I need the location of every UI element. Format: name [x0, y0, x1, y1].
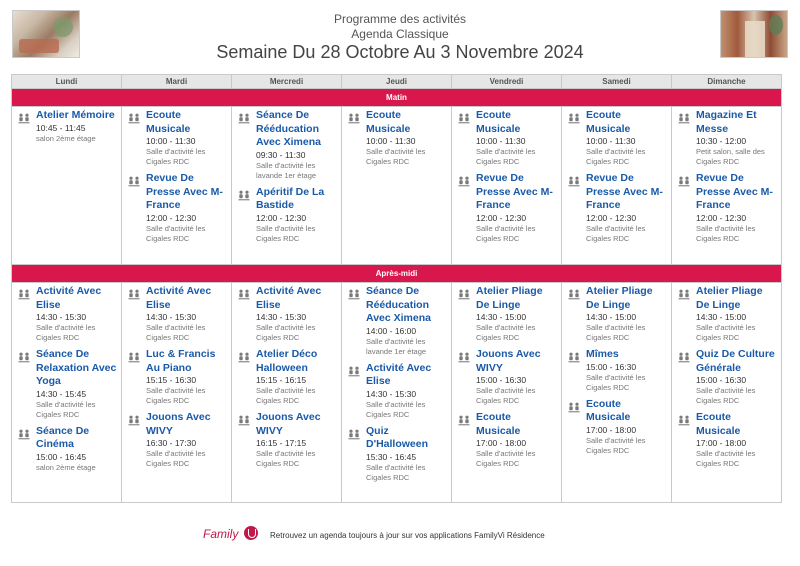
- people-group-icon: [458, 287, 470, 298]
- afternoon-section-row: [12, 265, 782, 283]
- activity-time: 09:30 - 11:30: [256, 149, 306, 160]
- activity-item: [562, 107, 671, 167]
- morning-cell-sunday: [672, 107, 782, 265]
- activity-location: Salle d'activité les Cigales RDC: [36, 323, 96, 342]
- people-group-icon: [678, 174, 690, 185]
- familyvi-logo-text: Family: [203, 527, 239, 541]
- activity-title: Revue De Presse Avec M-France: [476, 172, 553, 211]
- activity-location: Salle d'activité les Cigales RDC: [256, 223, 316, 243]
- day-header-tuesday: Mardi: [122, 75, 232, 89]
- activity-location: salon 2ème étage: [36, 462, 96, 472]
- activity-item: [342, 423, 451, 483]
- activity-location: Salle d'activité les Cigales RDC: [696, 449, 756, 468]
- people-group-icon: [348, 427, 360, 438]
- activity-time: 16:30 - 17:30: [146, 438, 197, 448]
- activity-location: Salle d'activité les lavande 1er étage: [366, 336, 427, 356]
- activity-time: 14:30 - 15:00: [696, 312, 747, 322]
- activity-title: Jouons Avec WIVY: [476, 348, 541, 374]
- activity-time: 16:15 - 17:15: [256, 438, 307, 448]
- activity-location: Salle d'activité les Cigales RDC: [586, 372, 646, 392]
- activity-location: Salle d'activité les Cigales RDC: [146, 223, 206, 243]
- day-header-friday: Vendredi: [452, 75, 562, 89]
- afternoon-cell-wednesday: [232, 283, 342, 503]
- morning-cell-wednesday: [232, 107, 342, 265]
- people-group-icon: [238, 413, 250, 424]
- people-group-icon: [128, 174, 140, 185]
- morning-cell-monday: [12, 107, 122, 265]
- activity-title: Ecoute Musicale: [586, 397, 631, 423]
- day-header-row: [12, 75, 782, 89]
- activity-time: 15:00 - 16:30: [476, 375, 527, 385]
- activity-title: Activité Avec Elise: [146, 285, 212, 311]
- agenda-type-label: Agenda Classique: [351, 27, 449, 41]
- people-group-icon: [568, 287, 580, 298]
- activity-title: Atelier Déco Halloween: [256, 348, 318, 374]
- activity-title: Jouons Avec WIVY: [256, 411, 321, 437]
- activity-item: [672, 170, 781, 244]
- people-group-icon: [128, 350, 140, 361]
- activity-title: Séance De Cinéma: [36, 424, 90, 450]
- activity-title: Activité Avec Elise: [256, 285, 322, 311]
- activity-time: 10:45 - 11:45: [36, 122, 86, 133]
- activity-time: 17:00 - 18:00: [476, 438, 527, 448]
- people-group-icon: [18, 350, 30, 361]
- activity-time: 10:00 - 11:30: [476, 136, 526, 146]
- activity-title: Quiz D'Halloween: [366, 424, 429, 450]
- activity-location: Salle d'activité les Cigales RDC: [476, 386, 536, 405]
- activity-location: Salle d'activité les Cigales RDC: [476, 323, 536, 342]
- people-group-icon: [678, 111, 690, 122]
- afternoon-cell-thursday: [342, 283, 452, 503]
- activity-time: 17:00 - 18:00: [586, 424, 637, 435]
- activity-item: [452, 409, 561, 469]
- activity-time: 15:15 - 16:30: [146, 375, 197, 385]
- activity-time: 14:30 - 15:45: [36, 388, 87, 399]
- people-group-icon: [238, 287, 250, 298]
- activity-title: Ecoute Musicale: [476, 411, 521, 437]
- activity-title: Ecoute Musicale: [586, 109, 631, 135]
- activity-title: Revue De Presse Avec M-France: [696, 172, 773, 211]
- day-header-thursday: Jeudi: [342, 75, 452, 89]
- activity-location: Salle d'activité les Cigales RDC: [256, 449, 316, 468]
- weekly-schedule-table: [11, 74, 782, 503]
- activity-location: Salle d'activité les Cigales RDC: [696, 323, 756, 342]
- activity-item: [12, 346, 121, 420]
- activity-item: [562, 396, 671, 456]
- activity-time: 14:00 - 16:00: [366, 325, 417, 336]
- afternoon-cell-sunday: [672, 283, 782, 503]
- activity-item: [122, 346, 231, 406]
- activity-item: [342, 107, 451, 167]
- page-title: Semaine Du 28 Octobre Au 3 Novembre 2024: [216, 42, 584, 62]
- activity-item: [12, 107, 121, 144]
- activity-location: Salle d'activité les Cigales RDC: [366, 147, 426, 166]
- activity-item: [232, 107, 341, 181]
- activity-item: [672, 409, 781, 469]
- program-label: Programme des activités: [333, 12, 467, 26]
- activity-location: Salle d'activité les Cigales RDC: [586, 147, 646, 166]
- afternoon-cell-tuesday: [122, 283, 232, 503]
- activity-location: Salle d'activité les Cigales RDC: [476, 147, 536, 166]
- activity-item: [452, 107, 561, 167]
- activity-item: [342, 283, 451, 357]
- day-header-wednesday: Mercredi: [232, 75, 342, 89]
- activity-title: Activité Avec Elise: [36, 285, 102, 311]
- activity-title: Jouons Avec WIVY: [146, 411, 211, 437]
- morning-activities-row: [12, 107, 782, 265]
- activity-time: 12:00 - 12:30: [696, 212, 747, 223]
- footer-text: Retrouvez un agenda toujours à jour sur vos applications FamilyVi Résidence: [270, 531, 545, 540]
- people-group-icon: [458, 111, 470, 122]
- activity-location: Petit salon, salle des Cigales RDC: [696, 147, 765, 166]
- people-group-icon: [128, 287, 140, 298]
- activity-time: 17:00 - 18:00: [696, 438, 747, 448]
- activity-item: [122, 409, 231, 469]
- people-group-icon: [348, 111, 360, 122]
- activity-title: Mîmes: [586, 348, 619, 360]
- activity-time: 12:00 - 12:30: [256, 212, 307, 223]
- activity-time: 12:00 - 12:30: [586, 212, 637, 223]
- activity-time: 14:30 - 15:30: [256, 312, 307, 322]
- people-group-icon: [18, 287, 30, 298]
- activity-location: Salle d'activité les Cigales RDC: [256, 323, 316, 342]
- people-group-icon: [458, 350, 470, 361]
- activity-title: Atelier Pliage De Linge: [586, 285, 653, 311]
- day-header-saturday: Samedi: [562, 75, 672, 89]
- activity-title: Revue De Presse Avec M-France: [586, 172, 663, 211]
- activity-time: 12:00 - 12:30: [146, 212, 197, 223]
- people-group-icon: [678, 287, 690, 298]
- afternoon-cell-monday: [12, 283, 122, 503]
- activity-location: Salle d'activité les Cigales RDC: [146, 147, 206, 166]
- activity-location: Salle d'activité les Cigales RDC: [366, 399, 426, 419]
- afternoon-activities-row: [12, 283, 782, 503]
- people-group-icon: [458, 413, 470, 424]
- activity-location: Salle d'activité les lavande 1er étage: [256, 160, 317, 180]
- heart-logo-icon: [244, 526, 258, 540]
- afternoon-cell-friday: [452, 283, 562, 503]
- activity-item: [122, 107, 231, 167]
- activity-title: Magazine Et Messe: [696, 109, 757, 135]
- activity-item: [342, 360, 451, 420]
- activity-location: Salle d'activité les Cigales RDC: [146, 323, 206, 342]
- activity-item: [672, 107, 781, 167]
- morning-cell-thursday: [342, 107, 452, 265]
- activity-time: 14:30 - 15:00: [586, 312, 637, 322]
- activity-title: Séance De Rééducation Avec Ximena: [366, 285, 431, 324]
- activity-title: Revue De Presse Avec M-France: [146, 172, 223, 211]
- people-group-icon: [568, 350, 580, 361]
- activity-time: 14:30 - 15:30: [366, 388, 417, 399]
- activity-item: [232, 283, 341, 343]
- activity-location: Salle d'activité les Cigales RDC: [586, 435, 646, 455]
- people-group-icon: [348, 287, 360, 298]
- activity-location: Salle d'activité les Cigales RDC: [366, 462, 426, 482]
- activity-title: Quiz De Culture Générale: [696, 348, 775, 374]
- activity-item: [232, 184, 341, 244]
- activity-item: [562, 346, 671, 393]
- activity-item: [12, 423, 121, 473]
- activity-time: 15:00 - 16:45: [36, 451, 87, 462]
- activity-title: Ecoute Musicale: [476, 109, 521, 135]
- activity-title: Apéritif De La Bastide: [256, 185, 325, 211]
- people-group-icon: [238, 350, 250, 361]
- activity-time: 10:00 - 11:30: [146, 136, 196, 146]
- people-group-icon: [458, 174, 470, 185]
- morning-cell-friday: [452, 107, 562, 265]
- activity-title: Ecoute Musicale: [146, 109, 191, 135]
- people-group-icon: [18, 427, 30, 438]
- activity-time: 14:30 - 15:30: [146, 312, 197, 322]
- activity-item: [672, 346, 781, 406]
- activity-time: 15:30 - 16:45: [366, 451, 417, 462]
- afternoon-section-label: Après-midi: [12, 265, 782, 283]
- activity-title: Atelier Pliage De Linge: [696, 285, 763, 311]
- activity-item: [452, 283, 561, 343]
- activity-location: salon 2ème étage: [36, 133, 96, 143]
- people-group-icon: [128, 413, 140, 424]
- activity-title: Atelier Mémoire: [36, 109, 115, 121]
- morning-cell-tuesday: [122, 107, 232, 265]
- activity-item: [122, 170, 231, 244]
- people-group-icon: [348, 364, 360, 375]
- morning-section-row: [12, 89, 782, 107]
- activity-time: 10:30 - 12:00: [696, 136, 747, 146]
- activity-location: Salle d'activité les Cigales RDC: [696, 386, 756, 405]
- activity-location: Salle d'activité les Cigales RDC: [146, 449, 206, 468]
- activity-item: [452, 346, 561, 406]
- activity-location: Salle d'activité les Cigales RDC: [146, 386, 206, 405]
- activity-time: 10:00 - 11:30: [366, 136, 416, 146]
- activity-item: [562, 170, 671, 244]
- activity-title: Séance De Relaxation Avec Yoga: [36, 348, 117, 387]
- activity-time: 14:30 - 15:30: [36, 312, 87, 322]
- activity-item: [12, 283, 121, 343]
- activity-time: 15:00 - 16:30: [586, 361, 637, 372]
- activity-time: 15:00 - 16:30: [696, 375, 747, 385]
- people-group-icon: [678, 413, 690, 424]
- people-group-icon: [568, 400, 580, 411]
- activity-location: Salle d'activité les Cigales RDC: [586, 223, 646, 243]
- people-group-icon: [568, 111, 580, 122]
- activity-location: Salle d'activité les Cigales RDC: [256, 386, 316, 405]
- afternoon-cell-saturday: [562, 283, 672, 503]
- people-group-icon: [238, 188, 250, 199]
- activity-title: Activité Avec Elise: [366, 361, 432, 387]
- activity-location: Salle d'activité les Cigales RDC: [36, 399, 96, 419]
- activity-location: Salle d'activité les Cigales RDC: [696, 223, 756, 243]
- activity-item: [122, 283, 231, 343]
- people-group-icon: [568, 174, 580, 185]
- activity-time: 12:00 - 12:30: [476, 212, 527, 223]
- people-group-icon: [678, 350, 690, 361]
- activity-title: Atelier Pliage De Linge: [476, 285, 543, 311]
- footer: [0, 526, 800, 548]
- activity-title: Séance De Rééducation Avec Ximena: [256, 109, 321, 148]
- day-header-sunday: Dimanche: [672, 75, 782, 89]
- day-header-monday: Lundi: [12, 75, 122, 89]
- activity-item: [232, 346, 341, 406]
- people-group-icon: [18, 111, 30, 122]
- people-group-icon: [128, 111, 140, 122]
- activity-title: Ecoute Musicale: [366, 109, 411, 135]
- activity-time: 14:30 - 15:00: [476, 312, 527, 322]
- morning-section-label: Matin: [12, 89, 782, 107]
- activity-location: Salle d'activité les Cigales RDC: [476, 449, 536, 468]
- activity-title: Ecoute Musicale: [696, 411, 741, 437]
- activity-item: [562, 283, 671, 343]
- morning-cell-saturday: [562, 107, 672, 265]
- activity-item: [232, 409, 341, 469]
- people-group-icon: [238, 111, 250, 122]
- activity-title: Luc & Francis Au Piano: [146, 348, 216, 374]
- activity-location: Salle d'activité les Cigales RDC: [586, 323, 646, 342]
- activity-time: 10:00 - 11:30: [586, 136, 636, 146]
- activity-location: Salle d'activité les Cigales RDC: [476, 223, 536, 243]
- activity-item: [672, 283, 781, 343]
- activity-item: [452, 170, 561, 244]
- activity-time: 15:15 - 16:15: [256, 375, 307, 385]
